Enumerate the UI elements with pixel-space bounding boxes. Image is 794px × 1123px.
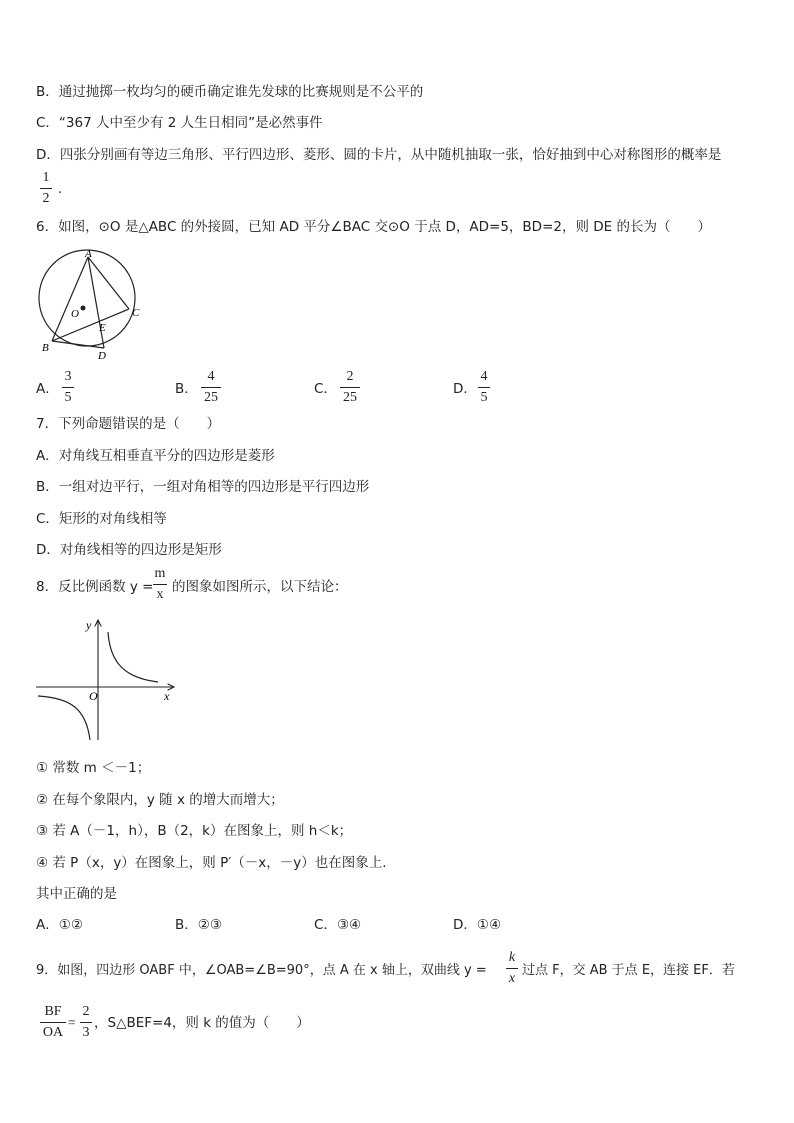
x-axis-label: x [164, 689, 170, 703]
q8-conclusion-3: ③ 若 A（－1，h），B（2，k）在图象上，则 h＜k； [36, 823, 353, 839]
q5-option-c: C．“367 人中至少有 2 人生日相同”是必然事件 [36, 115, 323, 131]
q8-a-letter: A． [36, 917, 59, 933]
q7-option-c: C．矩形的对角线相等 [36, 511, 167, 527]
q8-d-text: ①④ [476, 917, 502, 933]
q6-option-d-letter: D． [453, 381, 477, 397]
q7-option-b: B．一组对边平行，一组对角相等的四边形是平行四边形 [36, 479, 370, 495]
label-c: C [132, 307, 140, 319]
q9-frac-num: k [508, 950, 516, 965]
q9-area-text: ，S△BEF=4，则 k 的值为（ ） [94, 1015, 310, 1031]
q9-stem-post: 过点 F，交 AB 于点 E，连接 EF．若 [522, 963, 735, 978]
q7-stem: 7．下列命题错误的是（ ） [36, 416, 221, 432]
q5d-end: . [58, 181, 63, 197]
q8-stem-post: 的图象如图所示，以下结论： [172, 579, 348, 595]
segment-ad [88, 257, 104, 348]
q6-c-den: 25 [343, 390, 357, 405]
label-a: A [85, 248, 92, 260]
q7-option-a: A．对角线互相垂直平分的四边形是菱形 [36, 448, 275, 464]
q9-ratio-left [40, 1004, 66, 1041]
q9-ratio-right [80, 1004, 92, 1041]
q9-ratio-den: 3 [82, 1025, 90, 1040]
label-o: O [71, 308, 79, 320]
q8-d-letter: D． [453, 917, 477, 933]
q8-b-text: ②③ [197, 917, 222, 933]
q7-option-d: D．对角线相等的四边形是矩形 [36, 542, 222, 558]
q6-option-c-letter: C． [314, 381, 337, 397]
q8-conclusion-4: ④ 若 P（x，y）在图象上，则 P′（－x，－y）也在图象上. [36, 855, 387, 871]
q5d-frac-den: 2 [42, 191, 50, 206]
q8-option-c [314, 916, 361, 934]
side-ac [88, 257, 129, 309]
q6-option-d-fraction [478, 369, 490, 406]
q8-hyperbola-graph [36, 612, 182, 742]
center-point [81, 306, 86, 311]
q8-conclusion-2: ② 在每个象限内，y 随 x 的增大而增大； [36, 792, 284, 808]
q6-a-den: 5 [64, 390, 72, 405]
q8-c-letter: C． [314, 917, 337, 933]
q8-c-text: ③④ [336, 917, 362, 933]
q6-b-num: 4 [207, 369, 215, 384]
q5d-fraction [40, 170, 52, 207]
q9-bf: BF [44, 1004, 62, 1019]
q9-oa: OA [42, 1025, 64, 1040]
q6-option-c-fraction [340, 369, 360, 406]
q6-c-num: 2 [346, 369, 354, 384]
q9-stem-pre: 9．如图，四边形 OABF 中，∠OAB=∠B=90°，点 A 在 x 轴上，双曲线 y = [36, 963, 487, 978]
q8-b-letter: B． [175, 917, 198, 933]
q8-option-b [175, 916, 222, 934]
label-d: D [98, 350, 106, 362]
q8-option-d [453, 916, 501, 934]
q6-option-b-fraction [201, 369, 221, 406]
q6-option-b-letter: B． [175, 381, 198, 397]
q8-stem-pre: 8．反比例函数 y = [36, 579, 154, 595]
y-axis-label: y [86, 618, 92, 632]
q8-a-text: ①② [58, 917, 83, 933]
label-b: B [42, 342, 49, 354]
q6-d-num: 4 [480, 369, 488, 384]
q8-which-correct: 其中正确的是 [36, 886, 117, 902]
branch-quadrant-3 [38, 696, 90, 740]
branch-quadrant-1 [108, 632, 158, 682]
label-e: E [99, 322, 106, 334]
q8-frac-den: x [156, 587, 164, 602]
q9-fraction [506, 950, 518, 987]
q8-frac-num: m [154, 566, 166, 581]
q5-option-b: B．通过抛掷一枚均匀的硬币确定谁先发球的比赛规则是不公平的 [36, 84, 424, 100]
q9-equals: = [68, 1015, 76, 1030]
q6-stem: 6．如图，⊙O 是△ABC 的外接圆，已知 AD 平分∠BAC 交⊙O 于点 D，AD=5，BD=2，则 DE 的长为（ ） [36, 219, 711, 235]
q6-d-den: 5 [480, 390, 488, 405]
q5d-frac-num: 1 [42, 170, 50, 185]
q6-b-den: 25 [204, 390, 218, 405]
q8-conclusion-1: ① 常数 m ＜－1； [36, 760, 151, 776]
q8-fraction [153, 566, 167, 603]
q6-option-a-fraction [62, 369, 74, 406]
q6-a-num: 3 [64, 369, 72, 384]
q6-circle-figure [32, 245, 152, 363]
q9-frac-den: x [508, 971, 516, 986]
origin-label: O [89, 689, 98, 703]
q9-ratio-num: 2 [82, 1004, 90, 1019]
q5-option-d: D．四张分别画有等边三角形、平行四边形、菱形、圆的卡片，从中随机抽取一张，恰好抽到中心对称图形的概率是 [36, 147, 722, 163]
q6-option-a-letter: A． [36, 381, 59, 397]
q8-option-a [36, 916, 83, 934]
